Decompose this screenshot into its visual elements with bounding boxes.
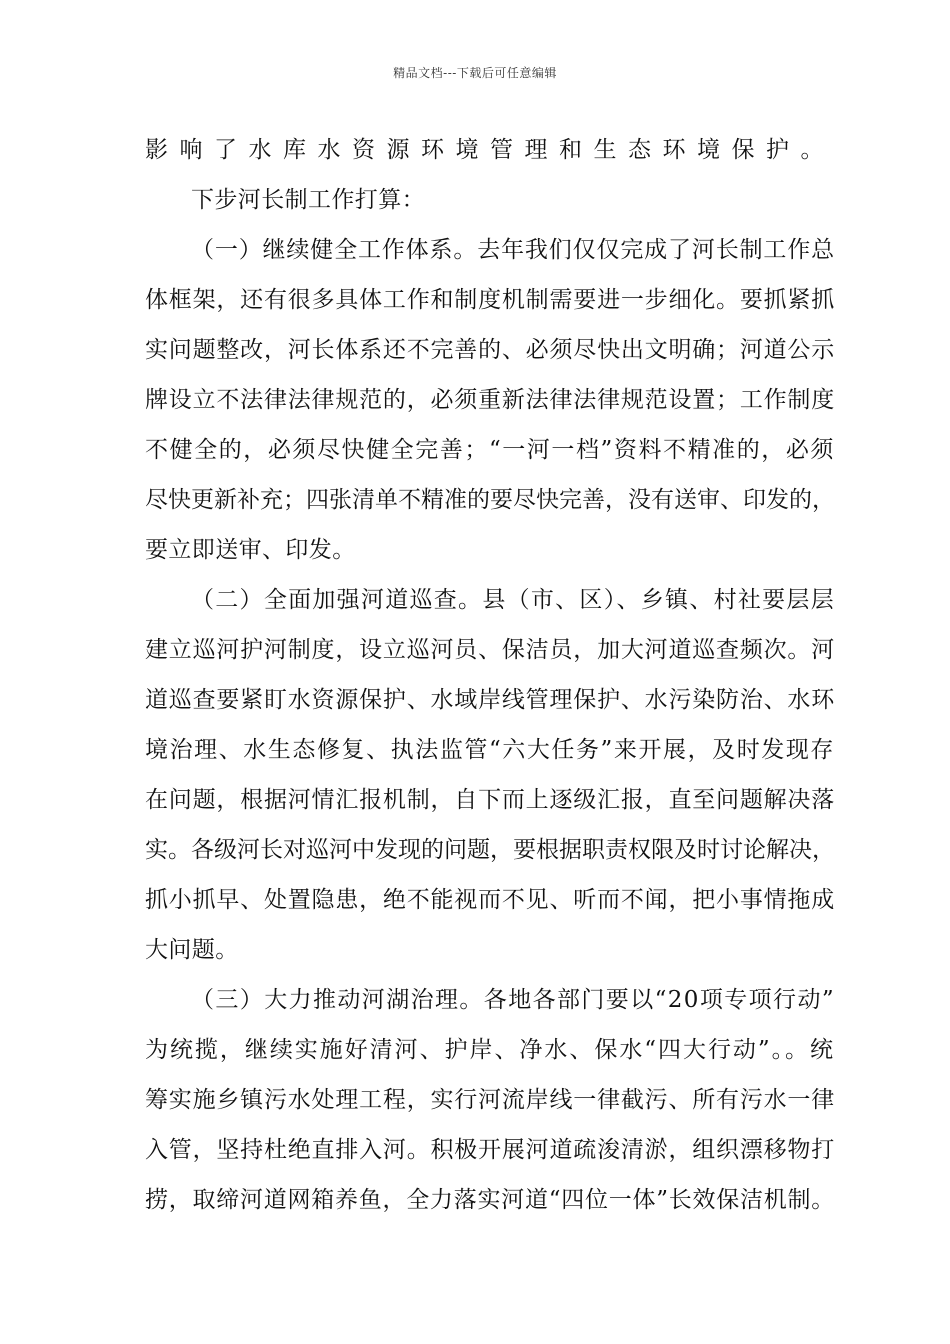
text-line: 在问题，根据河情汇报机制，自下而上逐级汇报，直至问题解决落 [145, 787, 835, 813]
text-line: 道巡查要紧盯水资源保护、水域岸线管理保护、水污染防治、水环 [145, 687, 835, 713]
text-line: （一）继续健全工作体系。去年我们仅仅完成了河长制工作总 [191, 237, 835, 263]
text-line: 筹实施乡镇污水处理工程，实行河流岸线一律截污、所有污水一律 [145, 1087, 835, 1113]
text-line: 建立巡河护河制度，设立巡河员、保洁员，加大河道巡查频次。河 [145, 637, 835, 663]
text-line: 不健全的，必须尽快健全完善；“一河一档”资料不精准的，必须 [145, 437, 835, 463]
page-header: 精品文档---下载后可任意编辑 [393, 66, 557, 80]
text-line: 体框架，还有很多具体工作和制度机制需要进一步细化。要抓紧抓 [145, 287, 835, 313]
text-line: 捞，取缔河道网箱养鱼，全力落实河道“四位一体”长效保洁机制。 [145, 1187, 835, 1213]
text-line: （三）大力推动河湖治理。各地各部门要以“20项专项行动” [191, 987, 835, 1013]
text-line: 入管，坚持杜绝直排入河。积极开展河道疏浚清淤，组织漂移物打 [145, 1137, 835, 1163]
text-line: 影响了水库水资源环境管理和生态环境保护。 [145, 137, 835, 163]
text-line: 下步河长制工作打算： [191, 187, 425, 213]
text-line: 要立即送审、印发。 [145, 537, 356, 563]
text-line: 实问题整改，河长体系还不完善的、必须尽快出文明确；河道公示 [145, 337, 835, 363]
text-line: 抓小抓早、处置隐患，绝不能视而不见、听而不闻，把小事情拖成 [145, 887, 835, 913]
text-line: （二）全面加强河道巡查。县（市、区）、乡镇、村社要层层 [191, 587, 835, 613]
text-line: 境治理、水生态修复、执法监管“六大任务”来开展，及时发现存 [145, 737, 835, 763]
text-line: 为统揽，继续实施好清河、护岸、净水、保水“四大行动”。。统 [145, 1037, 835, 1063]
text-line: 大问题。 [145, 937, 239, 963]
document-body [145, 125, 835, 1225]
text-line: 尽快更新补充；四张清单不精准的要尽快完善，没有送审、印发的， [145, 487, 835, 513]
text-line: 牌设立不法律法律规范的，必须重新法律法律规范设置；工作制度 [145, 387, 835, 413]
text-line: 实。各级河长对巡河中发现的问题，要根据职责权限及时讨论解决， [145, 837, 835, 863]
